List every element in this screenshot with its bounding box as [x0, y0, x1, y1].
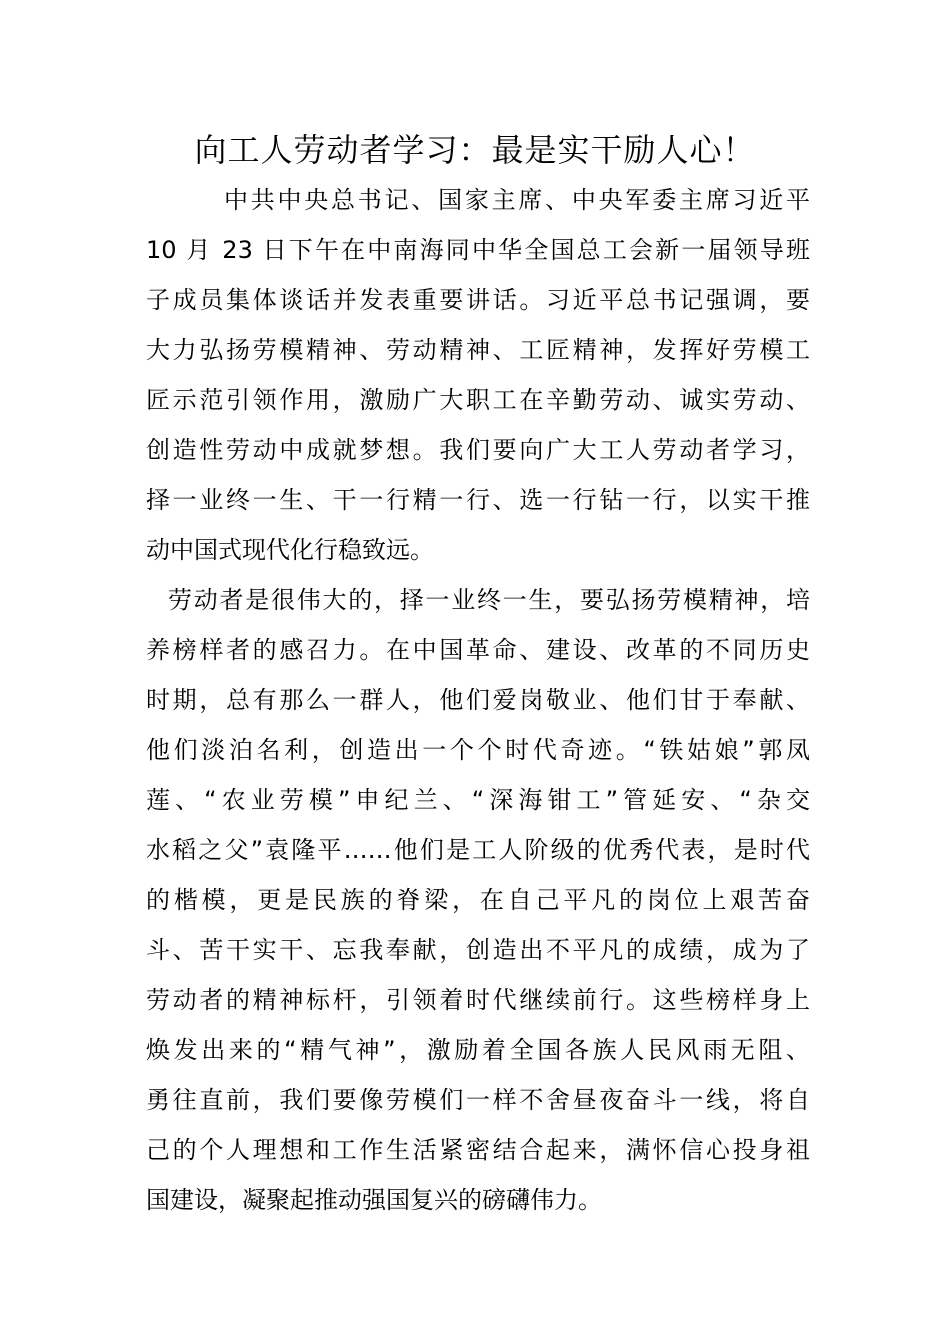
paragraph-line: 劳动者的精神标杆，引领着时代继续前行。这些榜样身上 [146, 986, 810, 1014]
paragraph-line: 国建设，凝聚起推动强国复兴的磅礴伟力。 [146, 1186, 602, 1214]
paragraph-line: 创造性劳动中成就梦想。我们要向广大工人劳动者学习， [146, 436, 810, 464]
document-title: 向工人劳动者学习：最是实干励人心！ [194, 131, 756, 169]
paragraph-line: 匠示范引领作用，激励广大职工在辛勤劳动、诚实劳动、 [146, 386, 810, 414]
paragraph-line: 养榜样者的感召力。在中国革命、建设、改革的不同历史 [146, 636, 810, 664]
paragraph-line: 10 月 23 日下午在中南海同中华全国总工会新一届领导班 [146, 236, 810, 264]
paragraph-line: 择一业终一生、干一行精一行、选一行钻一行，以实干推 [146, 486, 810, 514]
paragraph-line: 中共中央总书记、国家主席、中央军委主席习近平 [224, 186, 810, 214]
paragraph-line: 的楷模，更是民族的脊梁，在自己平凡的岗位上艰苦奋 [146, 886, 810, 914]
paragraph-line: 斗、苦干实干、忘我奉献，创造出不平凡的成绩，成为了 [146, 936, 810, 964]
paragraph-line: 己的个人理想和工作生活紧密结合起来，满怀信心投身祖 [146, 1136, 810, 1164]
paragraph-line: 时期，总有那么一群人，他们爱岗敬业、他们甘于奉献、 [146, 686, 810, 714]
paragraph-line: 他们淡泊名利，创造出一个个时代奇迹。“铁姑娘”郭凤 [146, 736, 810, 764]
paragraph-line: 劳动者是很伟大的，择一业终一生，要弘扬劳模精神，培 [168, 586, 810, 614]
paragraph-line: 莲、“农业劳模”申纪兰、“深海钳工”管延安、“杂交 [146, 786, 810, 814]
paragraph-line: 大力弘扬劳模精神、劳动精神、工匠精神，发挥好劳模工 [146, 336, 810, 364]
paragraph-line: 动中国式现代化行稳致远。 [146, 536, 434, 564]
paragraph-line: 勇往直前，我们要像劳模们一样不舍昼夜奋斗一线，将自 [146, 1086, 810, 1114]
paragraph-line: 焕发出来的“精气神”，激励着全国各族人民风雨无阻、 [146, 1036, 810, 1064]
paragraph-line: 水稻之父”袁隆平……他们是工人阶级的优秀代表，是时代 [146, 836, 810, 864]
paragraph-line: 子成员集体谈话并发表重要讲话。习近平总书记强调，要 [146, 286, 810, 314]
